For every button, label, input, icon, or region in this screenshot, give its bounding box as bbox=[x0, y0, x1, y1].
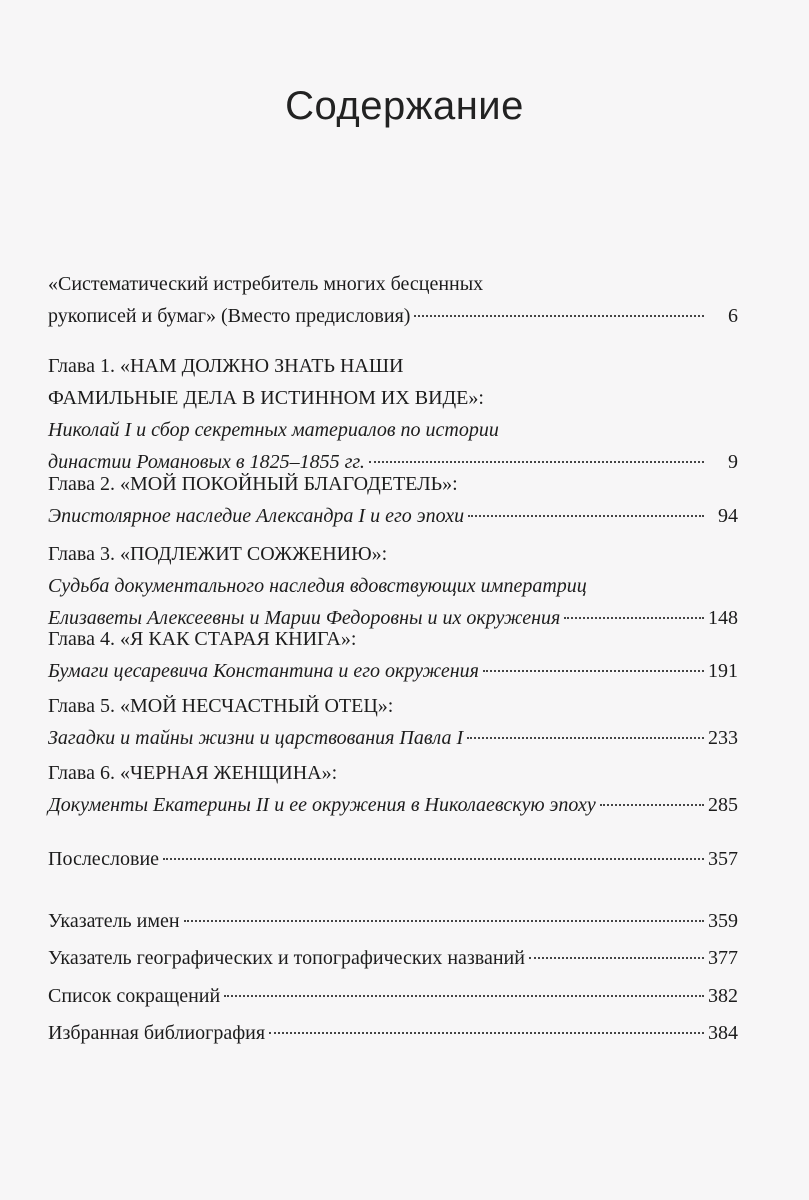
page-number: 359 bbox=[708, 910, 738, 932]
page-number: 191 bbox=[708, 660, 738, 682]
toc-entry-chapter-5 bbox=[48, 690, 738, 754]
toc-entry-abbreviations bbox=[48, 980, 738, 1012]
page-number: 382 bbox=[708, 985, 738, 1007]
toc-entry-chapter-3 bbox=[48, 538, 738, 634]
page-number: 9 bbox=[728, 451, 738, 473]
toc-entry-geo-index bbox=[48, 942, 738, 974]
page-number: 377 bbox=[708, 947, 738, 969]
dot-leader bbox=[529, 957, 704, 959]
toc-entry-name-index bbox=[48, 905, 738, 937]
toc-entry-chapter-2 bbox=[48, 468, 738, 532]
chapter-subtitle: Бумаги цесаревича Константина и его окружения bbox=[48, 660, 479, 682]
dot-leader bbox=[163, 858, 704, 860]
chapter-subtitle: Документы Екатерины II и ее окружения в Николаевскую эпоху bbox=[48, 794, 596, 816]
toc-entry-preface bbox=[48, 268, 738, 332]
dot-leader bbox=[414, 315, 704, 317]
dot-leader bbox=[483, 670, 704, 672]
page-number: 357 bbox=[708, 848, 738, 870]
entry-text: Указатель имен bbox=[48, 910, 180, 932]
chapter-subtitle: Елизаветы Алексеевны и Марии Федоровны и их окружения bbox=[48, 607, 561, 629]
page-number: 94 bbox=[718, 505, 738, 527]
toc-entry-chapter-1 bbox=[48, 350, 738, 478]
chapter-heading: Глава 5. «МОЙ НЕСЧАСТНЫЙ ОТЕЦ»: bbox=[48, 695, 394, 717]
page-number: 233 bbox=[708, 727, 738, 749]
toc-entry-bibliography bbox=[48, 1017, 738, 1049]
dot-leader bbox=[467, 737, 704, 739]
dot-leader bbox=[269, 1032, 704, 1034]
entry-text: Список сокращений bbox=[48, 985, 221, 1007]
entry-text: Избранная библиография bbox=[48, 1022, 266, 1044]
dot-leader bbox=[468, 515, 704, 517]
entry-text: Указатель географических и топографических названий bbox=[48, 947, 525, 969]
page-number: 6 bbox=[728, 305, 738, 327]
toc-entry-chapter-4 bbox=[48, 623, 738, 687]
entry-text: «Систематический истребитель многих бесценных bbox=[48, 273, 484, 295]
chapter-heading: Глава 1. «НАМ ДОЛЖНО ЗНАТЬ НАШИ bbox=[48, 355, 404, 377]
page-title: Содержание bbox=[285, 84, 524, 128]
chapter-heading: Глава 2. «МОЙ ПОКОЙНЫЙ БЛАГОДЕТЕЛЬ»: bbox=[48, 473, 458, 495]
chapter-subtitle: Загадки и тайны жизни и царствования Павла I bbox=[48, 727, 464, 749]
chapter-subtitle: Николай I и сбор секретных материалов по истории bbox=[48, 419, 499, 441]
chapter-subtitle: династии Романовых в 1825–1855 гг. bbox=[48, 451, 365, 473]
entry-text: рукописей и бумаг» (Вместо предисловия) bbox=[48, 305, 411, 327]
dot-leader bbox=[184, 920, 704, 922]
dot-leader bbox=[369, 461, 704, 463]
chapter-subtitle: Судьба документального наследия вдовствующих императриц bbox=[48, 575, 587, 597]
chapter-heading: Глава 6. «ЧЕРНАЯ ЖЕНЩИНА»: bbox=[48, 762, 338, 784]
chapter-heading: Глава 3. «ПОДЛЕЖИТ СОЖЖЕНИЮ»: bbox=[48, 543, 388, 565]
chapter-heading: ФАМИЛЬНЫЕ ДЕЛА В ИСТИННОМ ИХ ВИДЕ»: bbox=[48, 387, 484, 409]
page-number: 285 bbox=[708, 794, 738, 816]
page-number: 148 bbox=[708, 607, 738, 629]
dot-leader bbox=[600, 804, 704, 806]
page-number: 384 bbox=[708, 1022, 738, 1044]
toc-entry-chapter-6 bbox=[48, 757, 738, 821]
chapter-heading: Глава 4. «Я КАК СТАРАЯ КНИГА»: bbox=[48, 628, 357, 650]
chapter-subtitle: Эпистолярное наследие Александра I и его эпохи bbox=[48, 505, 465, 527]
entry-text: Послесловие bbox=[48, 848, 160, 870]
dot-leader bbox=[564, 617, 704, 619]
toc-entry-afterword bbox=[48, 843, 738, 875]
dot-leader bbox=[224, 995, 704, 997]
